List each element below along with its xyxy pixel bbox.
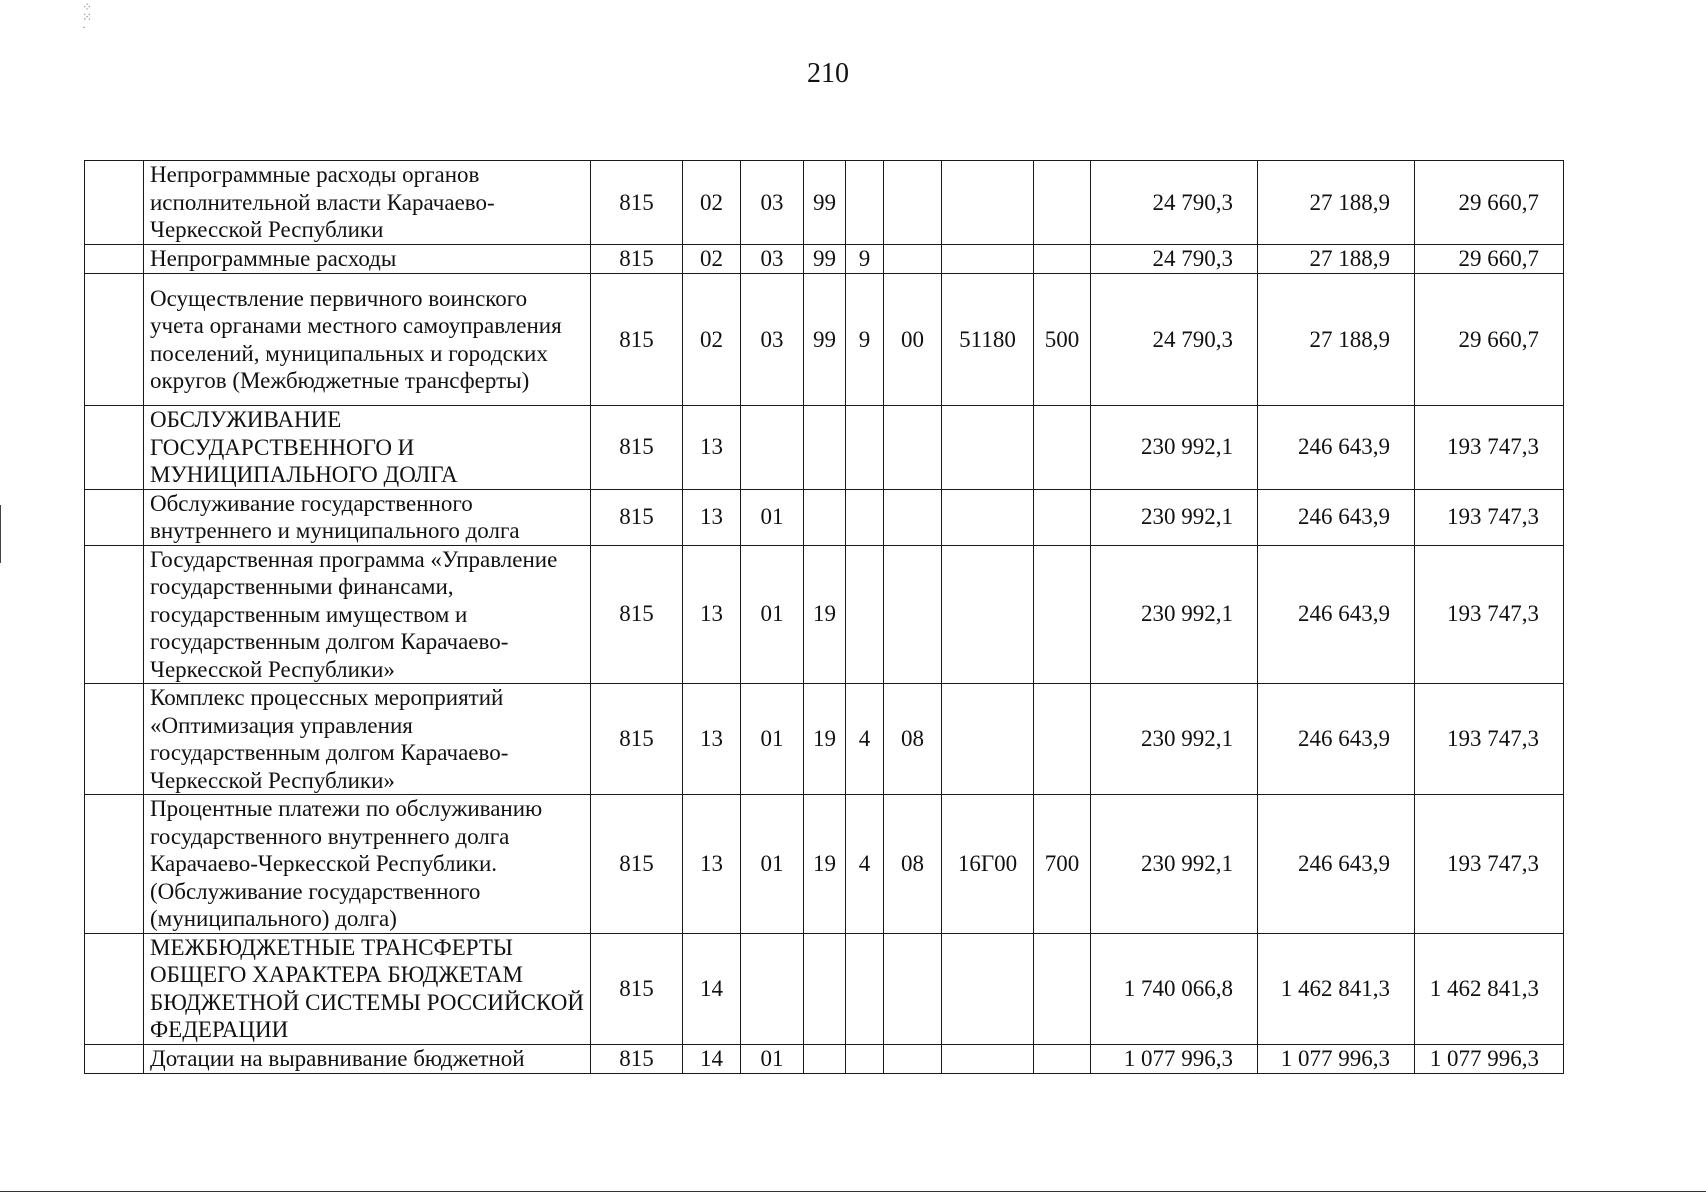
cell-section-code: 02 [683, 245, 741, 274]
cell-amount-year-1: 230 992,1 [1091, 684, 1258, 795]
cell-amount-year-2: 27 188,9 [1258, 245, 1415, 274]
cell-section-code: 14 [683, 933, 741, 1044]
cell-row-marker [85, 684, 144, 795]
table-row [85, 489, 1564, 545]
cell-direction-code [942, 245, 1034, 274]
cell-description: Процентные платежи по обслуживанию государственного внутреннего долга Карачаево-Черкесской Республики. (Обслуживание государственного (муниципального) долга) [144, 795, 591, 934]
cell-expense-type-code [1034, 684, 1091, 795]
cell-activity-code [884, 1044, 942, 1073]
cell-description: Государственная программа «Управление государственными финансами, государственным имуществом и государственным долгом Карачаево-Черкесской Республики» [144, 545, 591, 684]
cell-amount-year-3: 29 660,7 [1415, 245, 1564, 274]
cell-amount-year-3: 193 747,3 [1415, 684, 1564, 795]
cell-section-code: 13 [683, 406, 741, 490]
cell-activity-code: 00 [884, 274, 942, 406]
cell-amount-year-2: 246 643,9 [1258, 545, 1415, 684]
cell-subsection-code [741, 933, 804, 1044]
cell-activity-code [884, 545, 942, 684]
cell-expense-type-code: 500 [1034, 274, 1091, 406]
cell-direction-code [942, 489, 1034, 545]
cell-subprogram-code: 4 [846, 684, 884, 795]
cell-ministry-code: 815 [591, 274, 683, 406]
cell-amount-year-1: 230 992,1 [1091, 795, 1258, 934]
budget-table-container [84, 160, 1564, 1074]
cell-direction-code [942, 933, 1034, 1044]
cell-section-code: 02 [683, 161, 741, 245]
cell-activity-code [884, 161, 942, 245]
cell-row-marker [85, 489, 144, 545]
table-row [85, 406, 1564, 490]
cell-amount-year-3: 1 462 841,3 [1415, 933, 1564, 1044]
bottom-rule [0, 1191, 1706, 1192]
cell-ministry-code: 815 [591, 489, 683, 545]
cell-program-code [804, 1044, 846, 1073]
budget-table [84, 160, 1564, 1074]
cell-description: Обслуживание государственного внутреннего и муниципального долга [144, 489, 591, 545]
table-row [85, 933, 1564, 1044]
cell-section-code: 13 [683, 489, 741, 545]
cell-expense-type-code [1034, 406, 1091, 490]
cell-ministry-code: 815 [591, 245, 683, 274]
page-number: 210 [807, 58, 849, 89]
cell-subprogram-code: 9 [846, 274, 884, 406]
cell-amount-year-2: 1 077 996,3 [1258, 1044, 1415, 1073]
cell-row-marker [85, 245, 144, 274]
cell-ministry-code: 815 [591, 1044, 683, 1073]
cell-ministry-code: 815 [591, 161, 683, 245]
cell-amount-year-2: 27 188,9 [1258, 161, 1415, 245]
cell-subprogram-code [846, 161, 884, 245]
cell-description: ОБСЛУЖИВАНИЕ ГОСУДАРСТВЕННОГО И МУНИЦИПАЛЬНОГО ДОЛГА [144, 406, 591, 490]
cell-direction-code: 51180 [942, 274, 1034, 406]
table-row [85, 161, 1564, 245]
cell-amount-year-1: 230 992,1 [1091, 545, 1258, 684]
cell-subprogram-code: 9 [846, 245, 884, 274]
cell-amount-year-3: 193 747,3 [1415, 545, 1564, 684]
cell-section-code: 13 [683, 545, 741, 684]
cell-direction-code [942, 406, 1034, 490]
cell-expense-type-code [1034, 161, 1091, 245]
cell-description: Непрограммные расходы органов исполнительной власти Карачаево-Черкесской Республики [144, 161, 591, 245]
cell-amount-year-3: 193 747,3 [1415, 406, 1564, 490]
cell-subsection-code: 01 [741, 684, 804, 795]
cell-expense-type-code [1034, 1044, 1091, 1073]
cell-expense-type-code [1034, 933, 1091, 1044]
table-row [85, 795, 1564, 934]
cell-ministry-code: 815 [591, 684, 683, 795]
cell-ministry-code: 815 [591, 933, 683, 1044]
cell-amount-year-1: 1 077 996,3 [1091, 1044, 1258, 1073]
cell-program-code [804, 406, 846, 490]
cell-direction-code [942, 684, 1034, 795]
cell-amount-year-2: 246 643,9 [1258, 795, 1415, 934]
cell-subsection-code: 01 [741, 1044, 804, 1073]
cell-amount-year-1: 24 790,3 [1091, 274, 1258, 406]
cell-direction-code [942, 545, 1034, 684]
cell-expense-type-code [1034, 489, 1091, 545]
cell-row-marker [85, 795, 144, 934]
cell-activity-code [884, 933, 942, 1044]
cell-amount-year-1: 230 992,1 [1091, 489, 1258, 545]
cell-direction-code [942, 1044, 1034, 1073]
table-row [85, 245, 1564, 274]
cell-ministry-code: 815 [591, 795, 683, 934]
cell-expense-type-code [1034, 245, 1091, 274]
cell-subprogram-code [846, 489, 884, 545]
cell-amount-year-2: 27 188,9 [1258, 274, 1415, 406]
cell-description: Осуществление первичного воинского учета органами местного самоуправления поселений, муниципальных и городских округов (Межбюджетные трансферты) [144, 274, 591, 406]
cell-subsection-code: 01 [741, 545, 804, 684]
cell-subprogram-code: 4 [846, 795, 884, 934]
cell-subprogram-code [846, 1044, 884, 1073]
cell-amount-year-3: 193 747,3 [1415, 795, 1564, 934]
cell-amount-year-2: 1 462 841,3 [1258, 933, 1415, 1044]
cell-amount-year-2: 246 643,9 [1258, 684, 1415, 795]
cell-subprogram-code [846, 545, 884, 684]
cell-direction-code [942, 161, 1034, 245]
cell-amount-year-3: 193 747,3 [1415, 489, 1564, 545]
cell-activity-code [884, 406, 942, 490]
cell-description: МЕЖБЮДЖЕТНЫЕ ТРАНСФЕРТЫ ОБЩЕГО ХАРАКТЕРА БЮДЖЕТАМ БЮДЖЕТНОЙ СИСТЕМЫ РОССИЙСКОЙ ФЕДЕРАЦИИ [144, 933, 591, 1044]
cell-program-code: 19 [804, 795, 846, 934]
cell-description: Непрограммные расходы [144, 245, 591, 274]
cell-activity-code [884, 245, 942, 274]
cell-amount-year-1: 1 740 066,8 [1091, 933, 1258, 1044]
cell-ministry-code: 815 [591, 545, 683, 684]
cell-row-marker [85, 545, 144, 684]
cell-amount-year-1: 24 790,3 [1091, 161, 1258, 245]
cell-ministry-code: 815 [591, 406, 683, 490]
cell-subprogram-code [846, 406, 884, 490]
scan-edge-mark [0, 505, 1, 563]
cell-amount-year-2: 246 643,9 [1258, 489, 1415, 545]
cell-subsection-code: 01 [741, 489, 804, 545]
cell-section-code: 14 [683, 1044, 741, 1073]
cell-description: Комплекс процессных мероприятий «Оптимизация управления государственным долгом Карачаево-Черкесской Республики» [144, 684, 591, 795]
cell-subsection-code: 03 [741, 274, 804, 406]
cell-row-marker [85, 1044, 144, 1073]
cell-subsection-code: 03 [741, 245, 804, 274]
cell-expense-type-code [1034, 545, 1091, 684]
cell-description: Дотации на выравнивание бюджетной [144, 1044, 591, 1073]
cell-amount-year-1: 230 992,1 [1091, 406, 1258, 490]
cell-section-code: 13 [683, 795, 741, 934]
cell-subprogram-code [846, 933, 884, 1044]
cell-program-code [804, 489, 846, 545]
cell-program-code: 99 [804, 274, 846, 406]
scan-artifact: ⁘ ⁙ · [82, 0, 94, 34]
cell-subsection-code: 01 [741, 795, 804, 934]
cell-row-marker [85, 406, 144, 490]
table-row [85, 274, 1564, 406]
cell-direction-code: 16Г00 [942, 795, 1034, 934]
cell-subsection-code [741, 406, 804, 490]
cell-amount-year-2: 246 643,9 [1258, 406, 1415, 490]
cell-row-marker [85, 274, 144, 406]
table-row [85, 1044, 1564, 1073]
cell-activity-code: 08 [884, 795, 942, 934]
cell-activity-code: 08 [884, 684, 942, 795]
table-row [85, 545, 1564, 684]
cell-amount-year-3: 29 660,7 [1415, 274, 1564, 406]
cell-section-code: 02 [683, 274, 741, 406]
cell-row-marker [85, 933, 144, 1044]
cell-program-code: 99 [804, 245, 846, 274]
cell-program-code: 19 [804, 684, 846, 795]
cell-activity-code [884, 489, 942, 545]
cell-program-code: 19 [804, 545, 846, 684]
cell-amount-year-3: 29 660,7 [1415, 161, 1564, 245]
cell-section-code: 13 [683, 684, 741, 795]
cell-expense-type-code: 700 [1034, 795, 1091, 934]
cell-amount-year-3: 1 077 996,3 [1415, 1044, 1564, 1073]
cell-amount-year-1: 24 790,3 [1091, 245, 1258, 274]
cell-row-marker [85, 161, 144, 245]
cell-subsection-code: 03 [741, 161, 804, 245]
cell-program-code: 99 [804, 161, 846, 245]
cell-program-code [804, 933, 846, 1044]
table-row [85, 684, 1564, 795]
